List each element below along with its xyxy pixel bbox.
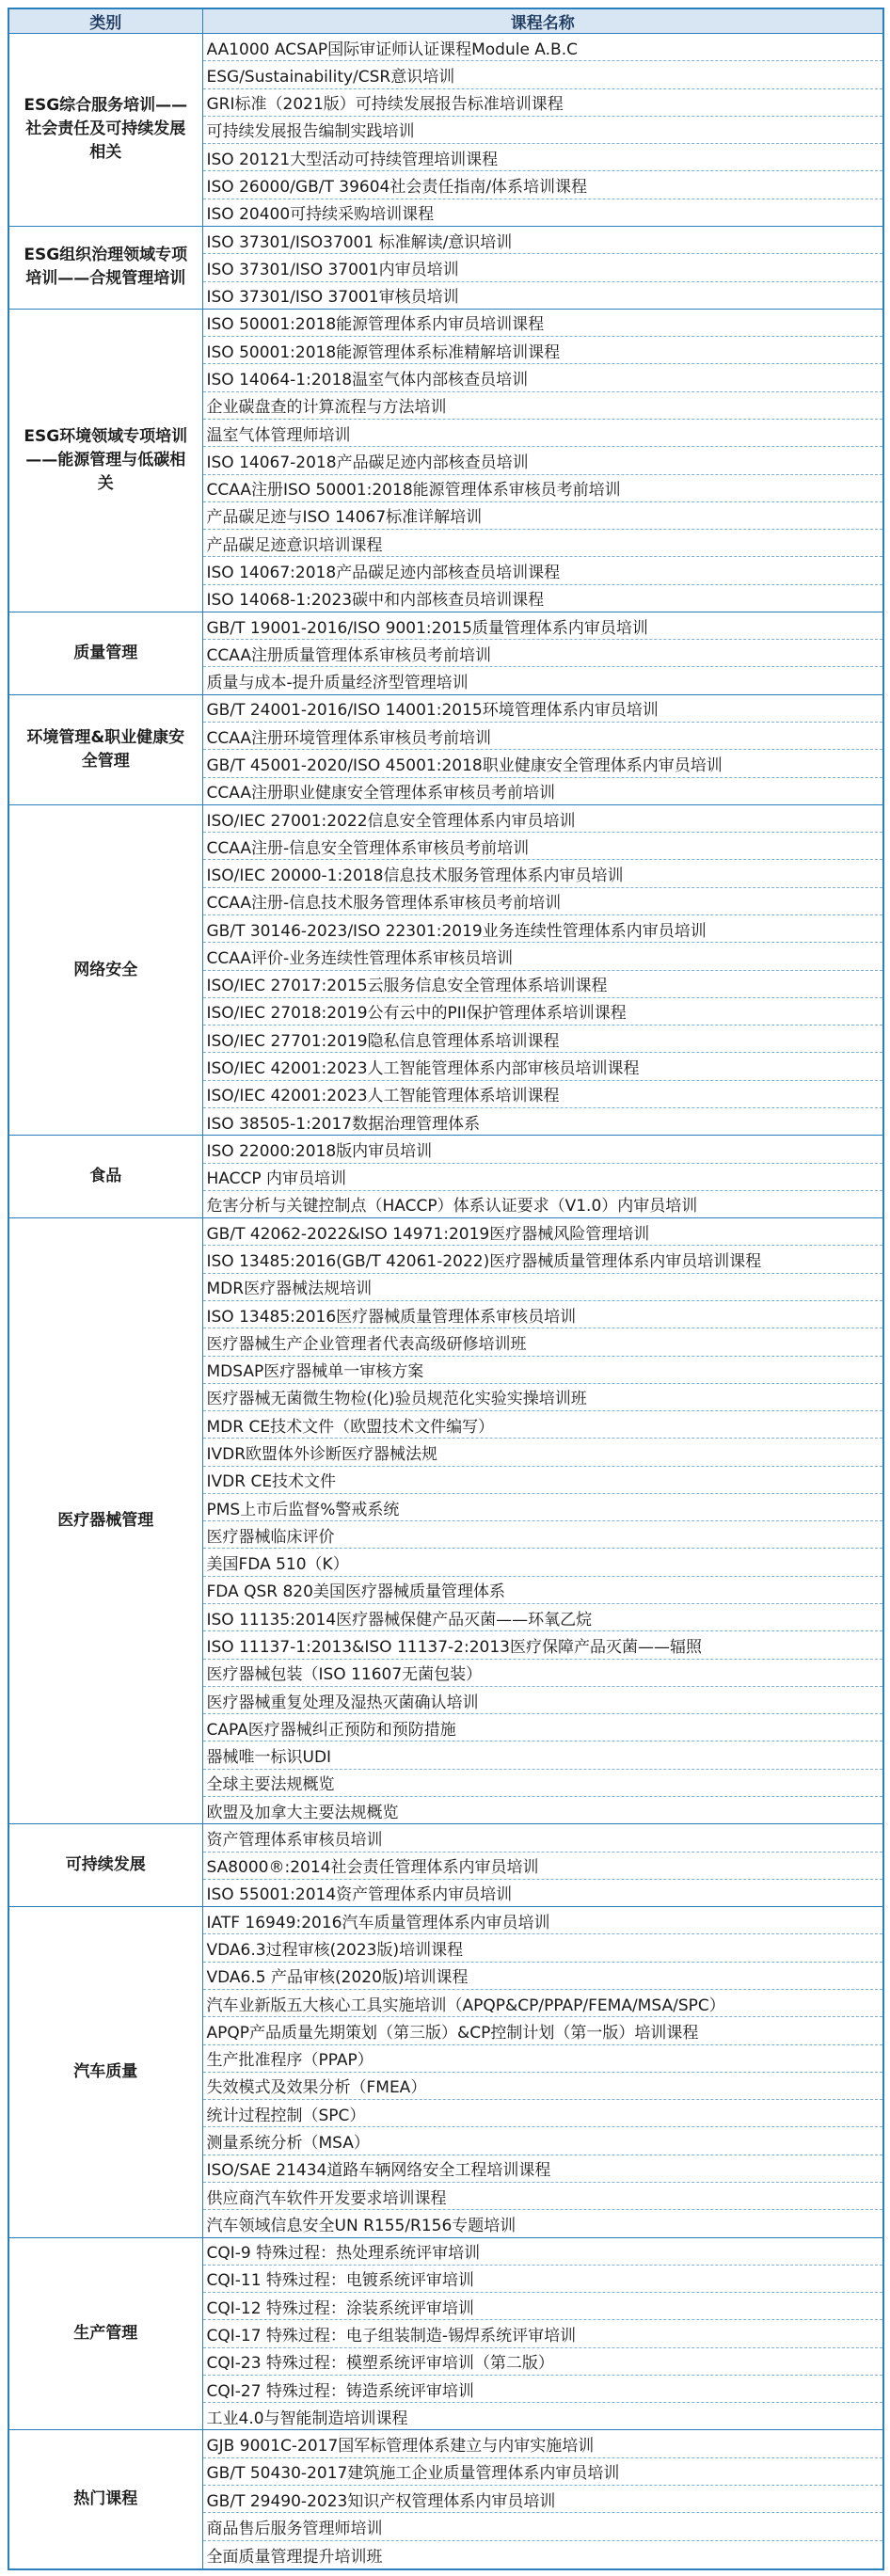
course-cell: CQI-17 特殊过程：电子组装制造-锡焊系统评审培训 bbox=[202, 2320, 883, 2347]
course-cell: GB/T 29490-2023知识产权管理体系内审员培训 bbox=[202, 2486, 883, 2513]
course-cell: ISO 50001:2018能源管理体系内审员培训课程 bbox=[202, 309, 883, 336]
table-row bbox=[8, 612, 883, 639]
course-cell: ISO 22000:2018版内审员培训 bbox=[202, 1136, 883, 1163]
course-cell: ISO/IEC 42001:2023人工智能管理体系培训课程 bbox=[202, 1080, 883, 1107]
table-row bbox=[8, 804, 883, 832]
table-row bbox=[8, 2430, 883, 2457]
category-cell: 生产管理 bbox=[8, 2237, 202, 2430]
course-cell: GJB 9001C-2017国军标管理体系建立与内审实施培训 bbox=[202, 2430, 883, 2457]
category-cell: 可持续发展 bbox=[8, 1824, 202, 1907]
course-cell: ISO 14068-1:2023碳中和内部核查员培训课程 bbox=[202, 584, 883, 612]
course-cell: VDA6.3过程审核(2023版)培训课程 bbox=[202, 1934, 883, 1962]
course-cell: CCAA注册职业健康安全管理体系审核员考前培训 bbox=[202, 777, 883, 804]
course-cell: ISO/IEC 42001:2023人工智能管理体系内部审核员培训课程 bbox=[202, 1053, 883, 1080]
course-cell: ISO 37301/ISO 37001内审员培训 bbox=[202, 254, 883, 281]
category-cell: 食品 bbox=[8, 1136, 202, 1218]
course-cell: 供应商汽车软件开发要求培训课程 bbox=[202, 2182, 883, 2209]
course-cell: GB/T 45001-2020/ISO 45001:2018职业健康安全管理体系内审员培训 bbox=[202, 750, 883, 777]
course-cell: 统计过程控制（SPC） bbox=[202, 2100, 883, 2127]
course-cell: ISO/SAE 21434道路车辆网络安全工程培训课程 bbox=[202, 2155, 883, 2182]
course-cell: CCAA评价-业务连续性管理体系审核员培训 bbox=[202, 943, 883, 970]
course-cell: ISO 11135:2014医疗器械保健产品灭菌——环氧乙烷 bbox=[202, 1604, 883, 1631]
course-cell: ISO 14067-2018产品碳足迹内部核查员培训 bbox=[202, 447, 883, 474]
category-cell: 汽车质量 bbox=[8, 1907, 202, 2237]
table-row bbox=[8, 34, 883, 61]
category-cell: 医疗器械管理 bbox=[8, 1218, 202, 1824]
course-cell: GB/T 30146-2023/ISO 22301:2019业务连续性管理体系内审员培训 bbox=[202, 915, 883, 943]
table-body bbox=[8, 34, 883, 2570]
course-cell: CCAA注册质量管理体系审核员考前培训 bbox=[202, 640, 883, 667]
course-cell: MDSAP医疗器械单一审核方案 bbox=[202, 1356, 883, 1383]
course-cell: MDR CE技术文件（欧盟技术文件编写） bbox=[202, 1411, 883, 1439]
course-cell: 医疗器械无菌微生物检(化)验员规范化实验实操培训班 bbox=[202, 1383, 883, 1410]
course-cell: 医疗器械包装（ISO 11607无菌包装） bbox=[202, 1659, 883, 1686]
course-cell: ISO 13485:2016医疗器械质量管理体系审核员培训 bbox=[202, 1300, 883, 1328]
course-cell: ISO 14064-1:2018温室气体内部核查员培训 bbox=[202, 364, 883, 391]
course-cell: 商品售后服务管理师培训 bbox=[202, 2513, 883, 2540]
course-cell: 失效模式及效果分析（FMEA） bbox=[202, 2072, 883, 2099]
course-cell: GB/T 24001-2016/ISO 14001:2015环境管理体系内审员培训 bbox=[202, 694, 883, 722]
course-cell: 汽车业新版五大核心工具实施培训（APQP&CP/PPAP/FEMA/MSA/SPC） bbox=[202, 1989, 883, 2016]
course-cell: CCAA注册-信息技术服务管理体系审核员考前培训 bbox=[202, 887, 883, 914]
category-cell: ESG综合服务培训——社会责任及可持续发展相关 bbox=[8, 34, 202, 227]
course-cell: 医疗器械重复处理及湿热灭菌确认培训 bbox=[202, 1686, 883, 1713]
course-cell: FDA QSR 820美国医疗器械质量管理体系 bbox=[202, 1576, 883, 1603]
category-cell: 热门课程 bbox=[8, 2430, 202, 2569]
course-cell: SA8000®:2014社会责任管理体系内审员培训 bbox=[202, 1852, 883, 1879]
course-cell: CCAA注册-信息安全管理体系审核员考前培训 bbox=[202, 833, 883, 860]
category-cell: ESG组织治理领域专项培训——合规管理培训 bbox=[8, 226, 202, 309]
course-cell: 医疗器械临床评价 bbox=[202, 1521, 883, 1549]
course-cell: ISO/IEC 27001:2022信息安全管理体系内审员培训 bbox=[202, 804, 883, 832]
course-cell: 产品碳足迹与ISO 14067标准详解培训 bbox=[202, 501, 883, 529]
course-cell: CCAA注册环境管理体系审核员考前培训 bbox=[202, 723, 883, 750]
category-cell: 质量管理 bbox=[8, 612, 202, 694]
course-cell: GB/T 42062-2022&ISO 14971:2019医疗器械风险管理培训 bbox=[202, 1218, 883, 1246]
course-cell: 质量与成本-提升质量经济型管理培训 bbox=[202, 667, 883, 694]
course-cell: MDR医疗器械法规培训 bbox=[202, 1273, 883, 1300]
course-cell: ISO 37301/ISO 37001审核员培训 bbox=[202, 281, 883, 309]
course-cell: CQI-11 特殊过程：电镀系统评审培训 bbox=[202, 2265, 883, 2292]
table-row bbox=[8, 2237, 883, 2265]
course-cell: GB/T 50430-2017建筑施工企业质量管理体系内审员培训 bbox=[202, 2457, 883, 2485]
course-cell: GRI标准（2021版）可持续发展报告标准培训课程 bbox=[202, 88, 883, 116]
course-cell: ISO 37301/ISO37001 标准解读/意识培训 bbox=[202, 226, 883, 253]
course-cell: 汽车领域信息安全UN R155/R156专题培训 bbox=[202, 2210, 883, 2237]
course-cell: 生产批准程序（PPAP） bbox=[202, 2044, 883, 2072]
category-cell: 环境管理&职业健康安全管理 bbox=[8, 694, 202, 804]
course-cell: 产品碳足迹意识培训课程 bbox=[202, 530, 883, 557]
course-cell: CQI-12 特殊过程：涂装系统评审培训 bbox=[202, 2293, 883, 2320]
table-row bbox=[8, 226, 883, 253]
course-cell: IVDR欧盟体外诊断医疗器械法规 bbox=[202, 1439, 883, 1466]
table-row bbox=[8, 694, 883, 722]
course-cell: APQP产品质量先期策划（第三版）&CP控制计划（第一版）培训课程 bbox=[202, 2017, 883, 2044]
category-cell: ESG环境领域专项培训——能源管理与低碳相关 bbox=[8, 309, 202, 612]
course-table bbox=[8, 8, 884, 2570]
header-row bbox=[8, 8, 883, 34]
course-cell: CQI-27 特殊过程：铸造系统评审培训 bbox=[202, 2375, 883, 2402]
course-cell: CCAA注册ISO 50001:2018能源管理体系审核员考前培训 bbox=[202, 474, 883, 501]
course-cell: ISO 11137-1:2013&ISO 11137-2:2013医疗保障产品灭菌——辐照 bbox=[202, 1631, 883, 1659]
table-row bbox=[8, 1824, 883, 1852]
header-category: 类别 bbox=[8, 8, 202, 34]
course-cell: 全面质量管理提升培训班 bbox=[202, 2540, 883, 2569]
table-row bbox=[8, 1907, 883, 1934]
course-cell: ISO/IEC 20000-1:2018信息技术服务管理体系内审员培训 bbox=[202, 860, 883, 887]
header-course: 课程名称 bbox=[202, 8, 883, 34]
table-row bbox=[8, 1218, 883, 1246]
course-cell: ISO/IEC 27017:2015云服务信息安全管理体系培训课程 bbox=[202, 970, 883, 997]
course-cell: ISO 20400可持续采购培训课程 bbox=[202, 199, 883, 226]
course-cell: CQI-9 特殊过程：热处理系统评审培训 bbox=[202, 2237, 883, 2265]
course-cell: CQI-23 特殊过程：模塑系统评审培训（第二版） bbox=[202, 2347, 883, 2375]
course-cell: ISO 55001:2014资产管理体系内审员培训 bbox=[202, 1879, 883, 1906]
course-cell: 温室气体管理师培训 bbox=[202, 419, 883, 446]
course-cell: GB/T 19001-2016/ISO 9001:2015质量管理体系内审员培训 bbox=[202, 612, 883, 639]
course-cell: ISO 50001:2018能源管理体系标准精解培训课程 bbox=[202, 337, 883, 364]
course-cell: ISO/IEC 27018:2019公有云中的PII保护管理体系培训课程 bbox=[202, 997, 883, 1025]
table-row bbox=[8, 309, 883, 336]
course-cell: 可持续发展报告编制实践培训 bbox=[202, 116, 883, 143]
course-cell: 测量系统分析（MSA） bbox=[202, 2127, 883, 2155]
course-cell: 资产管理体系审核员培训 bbox=[202, 1824, 883, 1852]
course-cell: CAPA医疗器械纠正预防和预防措施 bbox=[202, 1714, 883, 1741]
course-cell: ISO 20121大型活动可持续管理培训课程 bbox=[202, 144, 883, 171]
course-cell: PMS上市后监督%警戒系统 bbox=[202, 1493, 883, 1520]
course-cell: ESG/Sustainability/CSR意识培训 bbox=[202, 61, 883, 88]
course-cell: HACCP 内审员培训 bbox=[202, 1163, 883, 1190]
course-cell: 欧盟及加拿大主要法规概览 bbox=[202, 1797, 883, 1824]
course-cell: 器械唯一标识UDI bbox=[202, 1741, 883, 1769]
course-cell: IVDR CE技术文件 bbox=[202, 1466, 883, 1493]
course-cell: IATF 16949:2016汽车质量管理体系内审员培训 bbox=[202, 1907, 883, 1934]
course-cell: AA1000 ACSAP国际审证师认证课程Module A.B.C bbox=[202, 34, 883, 61]
course-cell: 工业4.0与智能制造培训课程 bbox=[202, 2403, 883, 2430]
course-cell: ISO 13485:2016(GB/T 42061-2022)医疗器械质量管理体系内审员培训课程 bbox=[202, 1246, 883, 1273]
course-cell: 企业碳盘查的计算流程与方法培训 bbox=[202, 391, 883, 419]
course-cell: ISO 14067:2018产品碳足迹内部核查员培训课程 bbox=[202, 557, 883, 584]
course-cell: 美国FDA 510（K） bbox=[202, 1549, 883, 1576]
course-cell: ISO 38505-1:2017数据治理管理体系 bbox=[202, 1107, 883, 1135]
course-cell: ISO/IEC 27701:2019隐私信息管理体系培训课程 bbox=[202, 1026, 883, 1053]
category-cell: 网络安全 bbox=[8, 804, 202, 1135]
course-cell: VDA6.5 产品审核(2020版)培训课程 bbox=[202, 1962, 883, 1989]
course-cell: ISO 26000/GB/T 39604社会责任指南/体系培训课程 bbox=[202, 171, 883, 199]
table-row bbox=[8, 1136, 883, 1163]
course-cell: 危害分析与关键控制点（HACCP）体系认证要求（V1.0）内审员培训 bbox=[202, 1190, 883, 1217]
course-cell: 医疗器械生产企业管理者代表高级研修培训班 bbox=[202, 1328, 883, 1356]
course-cell: 全球主要法规概览 bbox=[202, 1769, 883, 1796]
